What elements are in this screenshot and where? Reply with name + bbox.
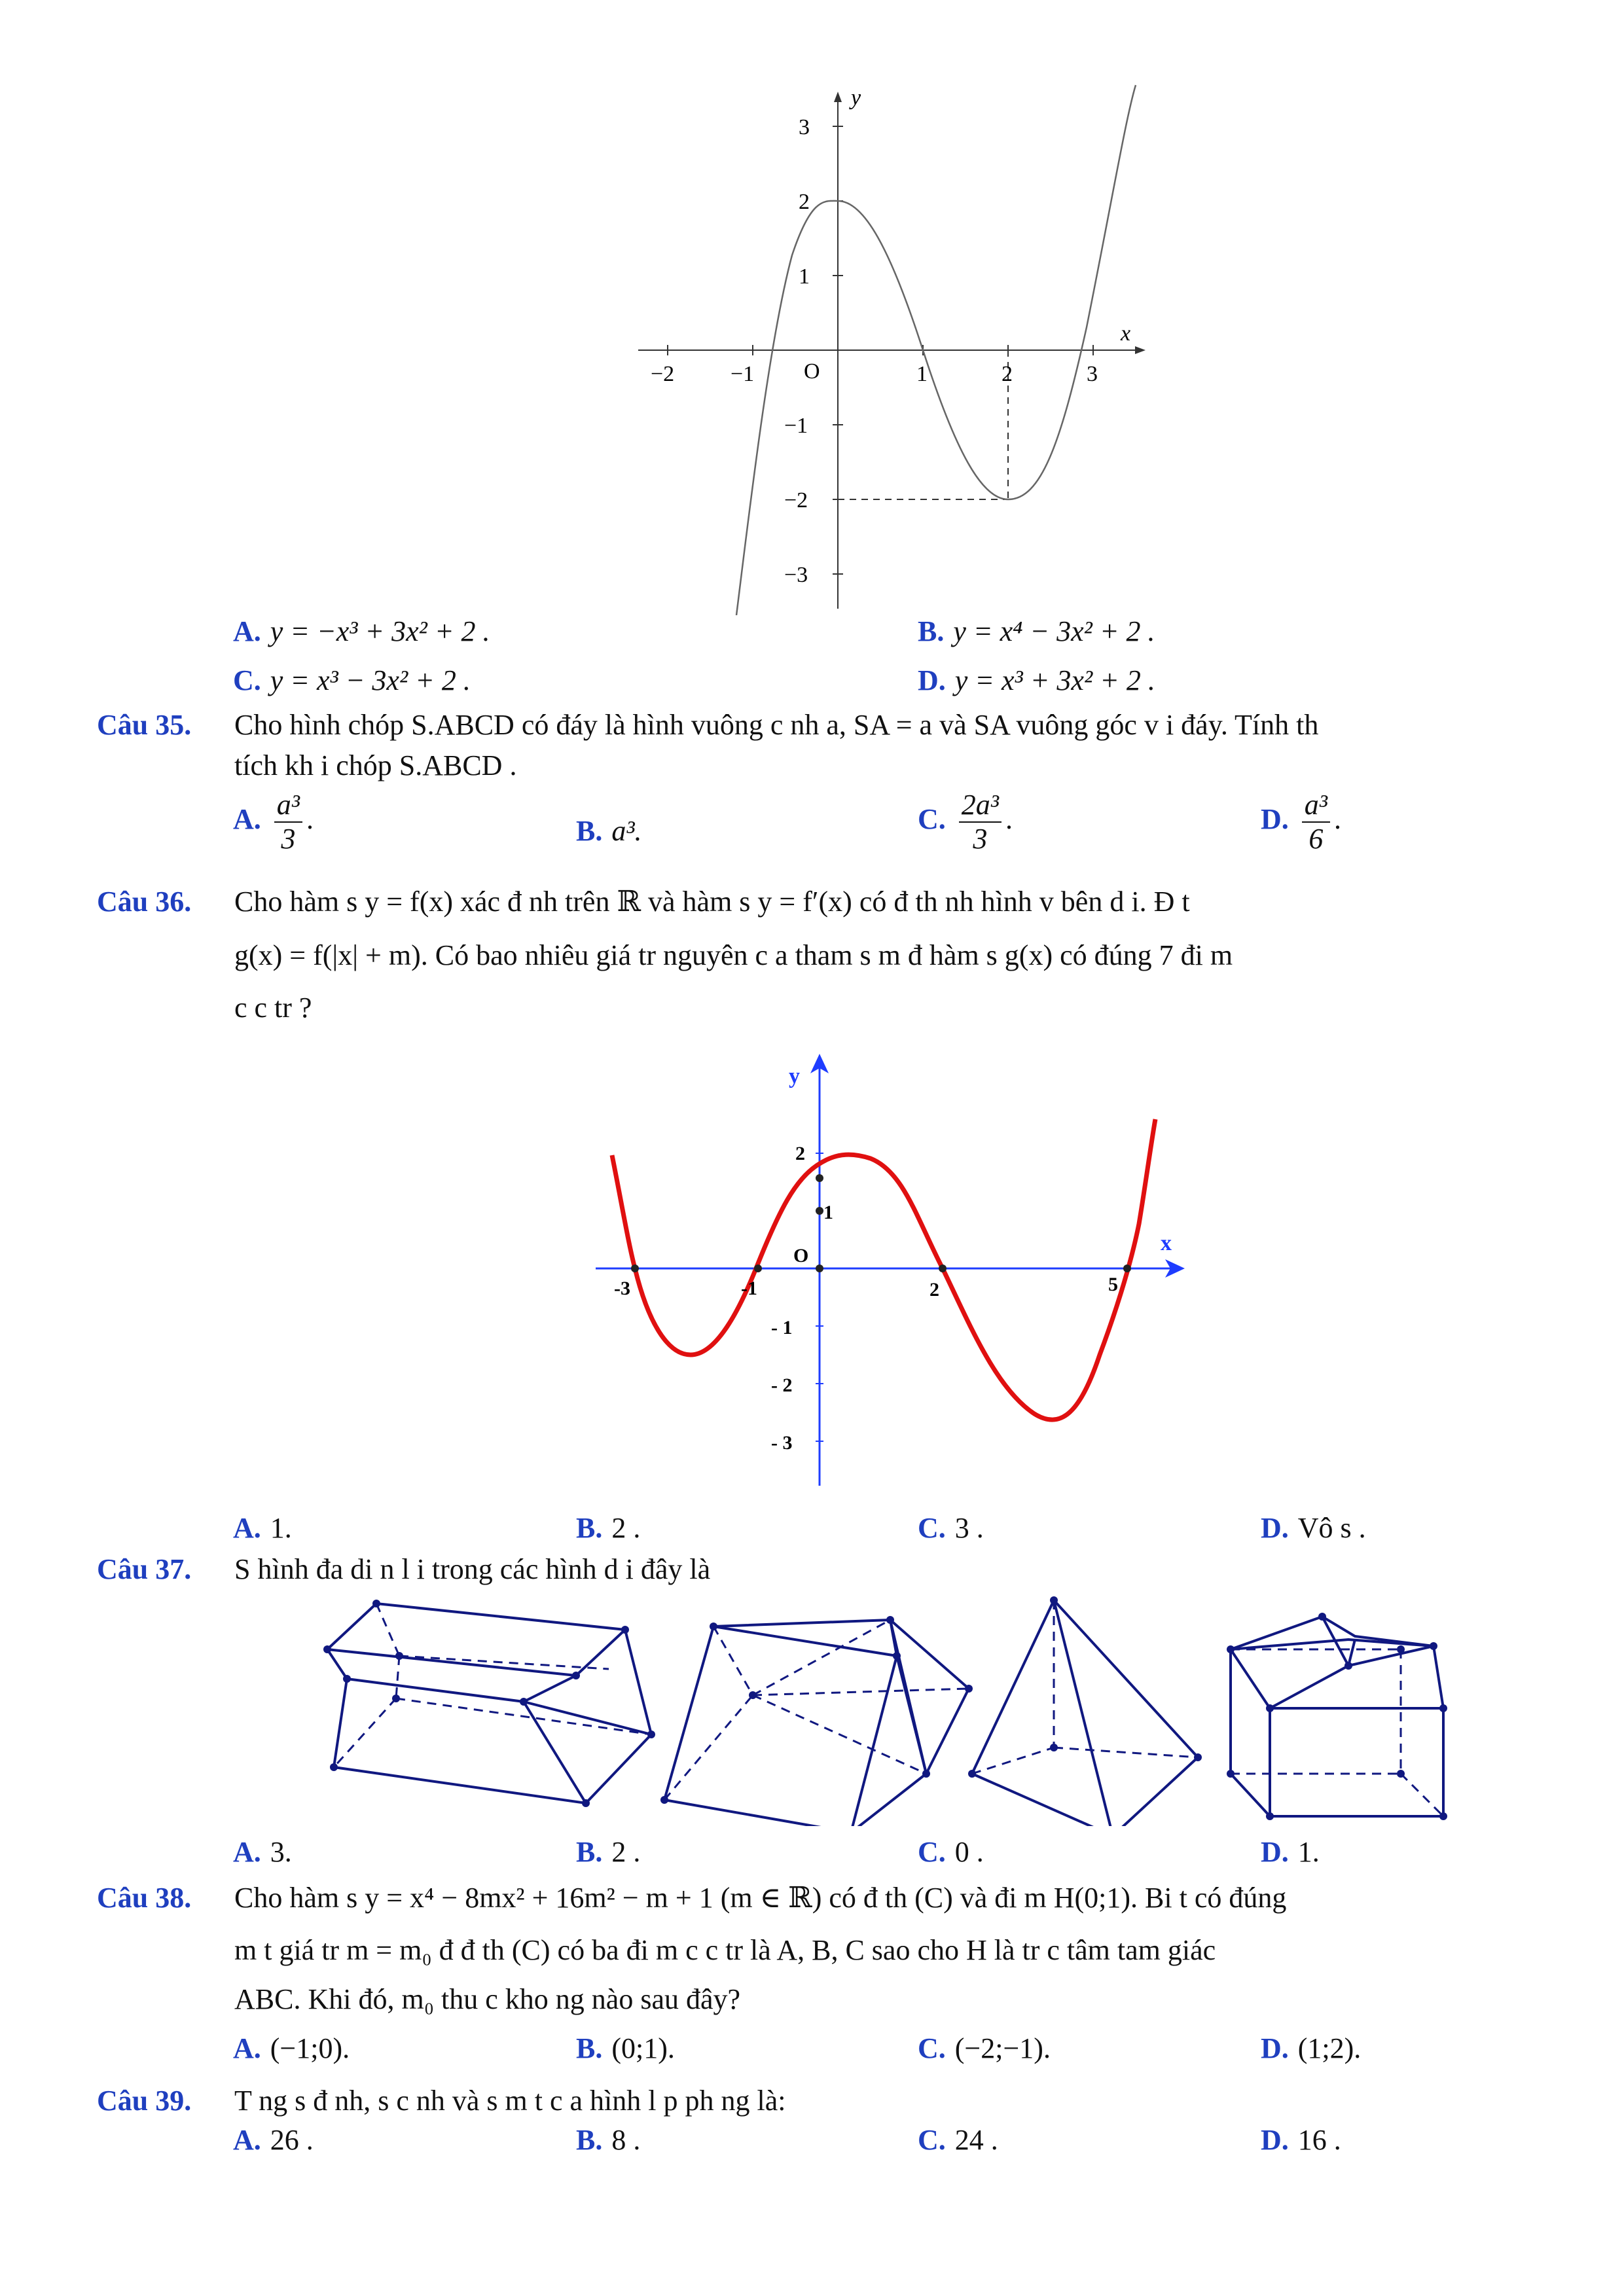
polyhedra-figures: [308, 1590, 1473, 1826]
q35-option-b[interactable]: B. a³.: [576, 815, 642, 847]
q39-option-b[interactable]: B. 8 .: [576, 2124, 641, 2156]
question-36-line2: [234, 936, 1233, 975]
q38-option-d[interactable]: D. (1;2).: [1261, 2032, 1362, 2064]
y-tick-label: −1: [784, 414, 808, 438]
question-label: Câu 36.: [97, 886, 192, 918]
point-x-minus3: [631, 1265, 639, 1272]
q37-option-c[interactable]: C. 0 .: [918, 1836, 984, 1868]
question-label: Câu 39.: [97, 2085, 192, 2117]
point-y-intercept: [816, 1174, 823, 1182]
y-tick-label: - 3: [771, 1432, 793, 1454]
y-tick-label: −2: [784, 488, 808, 512]
x-tick-label: 5: [1108, 1274, 1118, 1295]
question-text: Cho hàm s y = f(x) xác đ nh trên ℝ và hàm s y = f′(x) có đ th nh hình v bên d i. Đ t: [234, 886, 1190, 918]
x-tick-label: 3: [1087, 362, 1098, 386]
question-35-line2: [234, 746, 516, 785]
origin-label: O: [804, 359, 820, 384]
y-tick-label: 3: [799, 115, 810, 139]
question-38: [97, 1878, 1550, 1918]
q39-option-a[interactable]: A. 26 .: [233, 2124, 314, 2156]
question-text: Cho hình chóp S.ABCD có đáy là hình vuông c nh a, SA = a và SA vuông góc v i đáy. Tính th: [234, 709, 1319, 741]
point-x-2: [939, 1265, 947, 1272]
y-tick-label: 2: [799, 190, 810, 214]
q38-option-a[interactable]: A. (−1;0).: [233, 2032, 350, 2064]
x-tick-label: 2: [929, 1279, 939, 1300]
q36-option-d[interactable]: D. Vô s .: [1261, 1512, 1366, 1544]
point-x-minus1: [754, 1265, 762, 1272]
question-39: [97, 2081, 1550, 2121]
x-tick-label: 1: [916, 362, 928, 386]
question-label: Câu 35.: [97, 709, 192, 741]
q34-option-d[interactable]: D. y = x³ + 3x² + 2 .: [918, 664, 1155, 696]
point-x-5: [1123, 1265, 1131, 1272]
y-tick-label: - 1: [771, 1317, 793, 1338]
q38-option-c[interactable]: C. (−2;−1).: [918, 2032, 1051, 2064]
q37-option-d[interactable]: D. 1.: [1261, 1836, 1320, 1868]
q36-option-b[interactable]: B. 2 .: [576, 1512, 641, 1544]
question-text: c c tr ?: [234, 992, 312, 1024]
x-axis-label: x: [1121, 321, 1131, 346]
polyhedron-3: [972, 1600, 1198, 1826]
q39-option-c[interactable]: C. 24 .: [918, 2124, 998, 2156]
question-36-line3: [234, 988, 312, 1028]
polyhedron-1: [327, 1604, 651, 1803]
q39-option-d[interactable]: D. 16 .: [1261, 2124, 1341, 2156]
question-37: [97, 1550, 1550, 1589]
question-38-line3: [234, 1980, 740, 2019]
x-tick-label: −1: [731, 362, 755, 386]
question-text: g(x) = f(|x| + m). Có bao nhiêu giá tr nguyên c a tham s m đ hàm s g(x) có đúng 7 đi m: [234, 939, 1233, 971]
question-text: m t giá tr m = m₀ đ đ th (C) có ba đi m c c tr là A, B, C sao cho H là tr c tâm tam giác: [234, 1934, 1216, 1966]
derivative-curve: [612, 1119, 1155, 1420]
x-tick-label: -1: [741, 1278, 757, 1299]
y-tick-label: 2: [795, 1143, 805, 1164]
x-tick-label: 2: [1001, 362, 1013, 386]
question-label: Câu 38.: [97, 1882, 192, 1914]
q35-option-c[interactable]: C. $\frac{\text{2a³}}{3}$ .: [918, 789, 1013, 855]
q38-option-b[interactable]: B. (0;1).: [576, 2032, 675, 2064]
question-text: T ng s đ nh, s c nh và s m t c a hình l p ph ng là:: [234, 2085, 786, 2117]
question-label: Câu 37.: [97, 1553, 192, 1585]
question-text: S hình đa di n l i trong các hình d i đây là: [234, 1553, 711, 1585]
derivative-graph: [576, 1047, 1231, 1505]
q37-option-a[interactable]: A. 3.: [233, 1836, 292, 1868]
q35-option-d[interactable]: D. $\frac{\text{a³}}{6}$ .: [1261, 789, 1341, 855]
q36-option-c[interactable]: C. 3 .: [918, 1512, 984, 1544]
q34-option-b[interactable]: B. y = x⁴ − 3x² + 2 .: [918, 615, 1155, 647]
question-36: [97, 882, 1550, 922]
y-tick-label: −3: [784, 563, 808, 587]
y-axis-label: y: [789, 1064, 800, 1088]
question-35: [97, 706, 1550, 745]
q35-option-a[interactable]: A. $\frac{\text{a³}}{3}$ .: [233, 789, 314, 855]
q34-option-c[interactable]: C. y = x³ − 3x² + 2 .: [233, 664, 471, 696]
x-tick-label: −2: [651, 362, 675, 386]
y-tick-label: - 2: [771, 1374, 793, 1396]
x-tick-label: -3: [614, 1278, 630, 1299]
origin-label: O: [793, 1245, 809, 1266]
q34-option-a[interactable]: A. y = −x³ + 3x² + 2 .: [233, 615, 490, 647]
question-text: Cho hàm s y = x⁴ − 8mx² + 16m² − m + 1 (m ∈ ℝ) có đ th (C) và đi m H(0;1). Bi t có đúng: [234, 1882, 1287, 1914]
x-axis-arrow: [1135, 346, 1146, 354]
y-tick-label: 1: [823, 1202, 833, 1223]
point-origin: [816, 1265, 823, 1272]
polyhedron-2: [664, 1620, 969, 1826]
question-text: ABC. Khi đó, m₀ thu c kho ng nào sau đây?: [234, 1983, 741, 2015]
polyhedron-4: [1231, 1617, 1443, 1816]
y-axis-arrow: [834, 92, 842, 102]
point-y-1: [816, 1207, 823, 1215]
cubic-graph: [628, 79, 1152, 615]
y-tick-label: 1: [799, 264, 810, 289]
y-axis-label: y: [851, 86, 861, 110]
question-38-line2: [234, 1931, 1216, 1970]
question-text: tích kh i chóp S.ABCD .: [234, 749, 517, 781]
q37-option-b[interactable]: B. 2 .: [576, 1836, 641, 1868]
q36-option-a[interactable]: A. 1.: [233, 1512, 292, 1544]
x-axis-label: x: [1161, 1231, 1172, 1255]
